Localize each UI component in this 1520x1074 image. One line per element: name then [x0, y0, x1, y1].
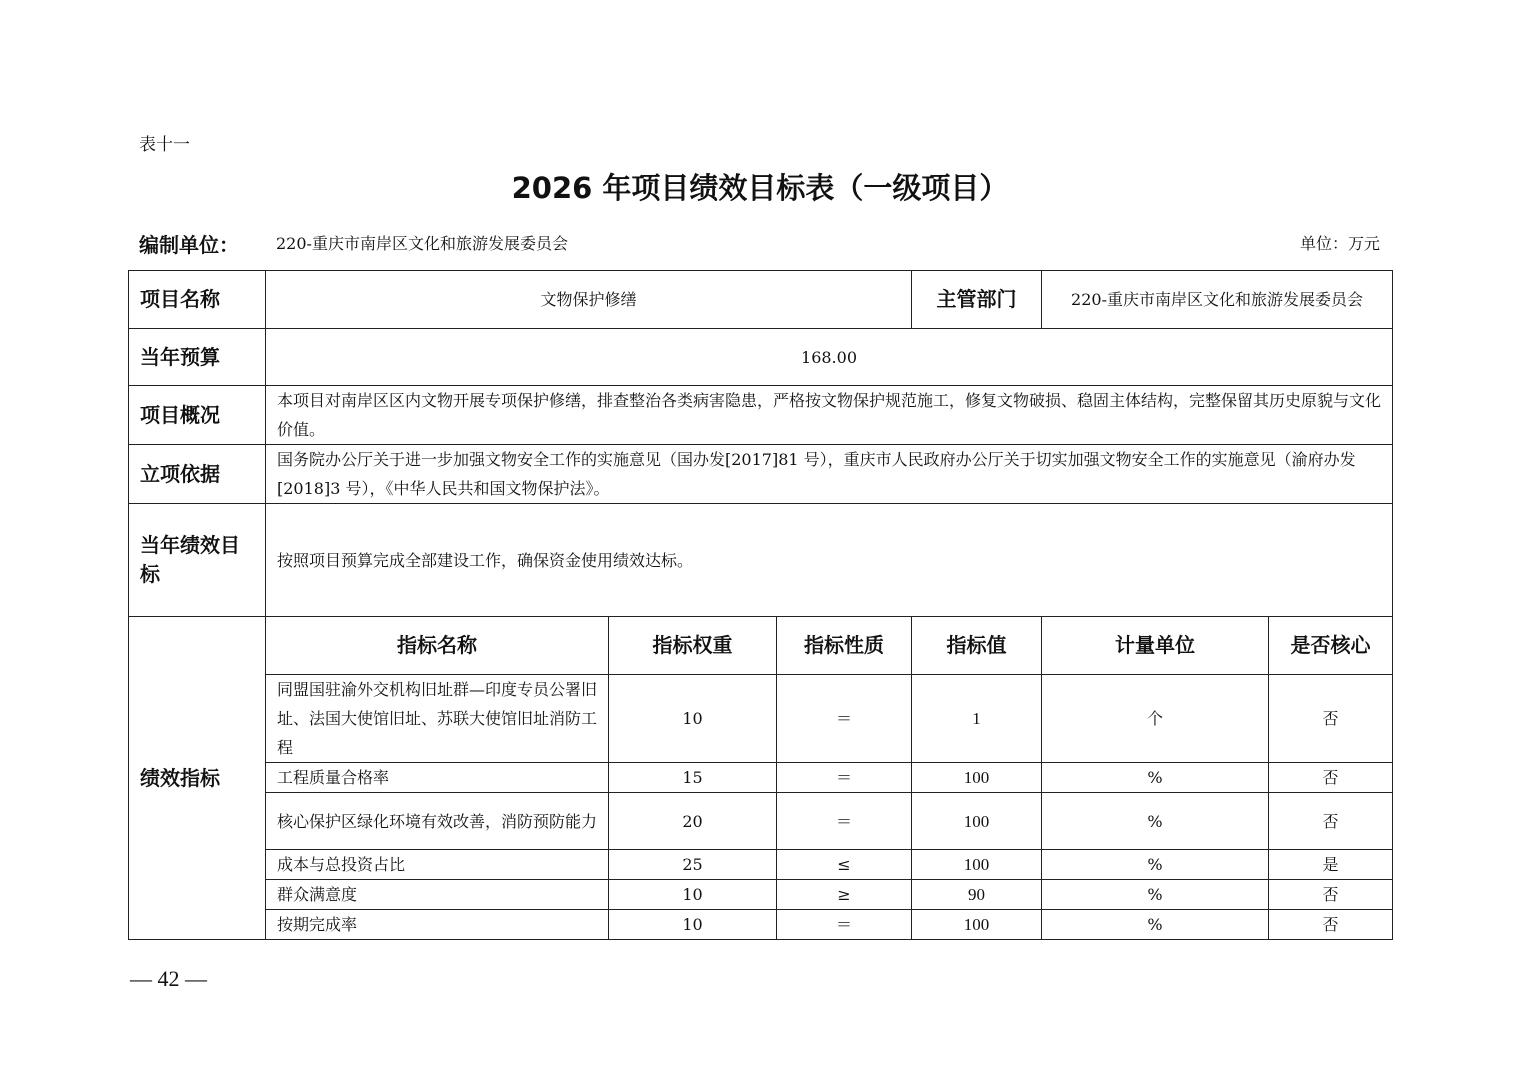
indicator-value: 100 — [912, 850, 1042, 880]
org-label: 编制单位： — [139, 233, 239, 257]
indicator-section-label: 绩效指标 — [129, 617, 266, 940]
project-name-value: 文物保护修缮 — [266, 271, 912, 329]
overview-label: 项目概况 — [129, 386, 266, 445]
indicator-name: 同盟国驻渝外交机构旧址群—印度专员公署旧址、法国大使馆旧址、苏联大使馆旧址消防工程 — [266, 675, 609, 763]
indicator-unit: % — [1042, 910, 1269, 940]
indicator-name: 按期完成率 — [266, 910, 609, 940]
indicator-weight: 10 — [609, 675, 777, 763]
budget-row — [129, 329, 1393, 386]
table-row — [129, 793, 1393, 850]
indicator-unit: % — [1042, 850, 1269, 880]
table-label: 表十一 — [139, 135, 190, 155]
basis-value: 国务院办公厅关于进一步加强文物安全工作的实施意见（国办发[2017]81 号），重庆市人民政府办公厅关于切实加强文物安全工作的实施意见（渝府办发[2018]3 号），《中华人民共和国文物保护法》。 — [266, 445, 1393, 504]
indicator-name: 群众满意度 — [266, 880, 609, 910]
dept-label: 主管部门 — [912, 271, 1042, 329]
org-value: 220-重庆市南岸区文化和旅游发展委员会 — [276, 234, 568, 253]
indicator-unit: % — [1042, 763, 1269, 793]
indicator-weight: 10 — [609, 880, 777, 910]
project-name-label: 项目名称 — [129, 271, 266, 329]
goal-row — [129, 504, 1393, 617]
indicator-nature: ＝ — [777, 910, 912, 940]
indicator-value: 1 — [912, 675, 1042, 763]
indicator-weight: 20 — [609, 793, 777, 850]
indicator-name: 核心保护区绿化环境有效改善，消防预防能力 — [266, 793, 609, 850]
dept-value: 220-重庆市南岸区文化和旅游发展委员会 — [1042, 271, 1393, 329]
page-title: 2026 年项目绩效目标表（一级项目） — [511, 171, 1009, 205]
indicator-name: 成本与总投资占比 — [266, 850, 609, 880]
budget-value: 168.00 — [266, 329, 1393, 386]
indicator-weight: 15 — [609, 763, 777, 793]
indicator-header-row — [129, 617, 1393, 675]
goal-value: 按照项目预算完成全部建设工作，确保资金使用绩效达标。 — [266, 504, 1393, 617]
indicator-nature: ＝ — [777, 793, 912, 850]
indicator-unit: % — [1042, 880, 1269, 910]
indicator-nature: ＝ — [777, 675, 912, 763]
goal-label: 当年绩效目标 — [129, 504, 266, 617]
indicator-core: 否 — [1269, 793, 1393, 850]
indicator-unit: 个 — [1042, 675, 1269, 763]
header-weight: 指标权重 — [609, 617, 777, 675]
basis-row — [129, 445, 1393, 504]
indicator-value: 100 — [912, 910, 1042, 940]
indicator-weight: 25 — [609, 850, 777, 880]
indicator-nature: ＝ — [777, 763, 912, 793]
indicator-nature: ≤ — [777, 850, 912, 880]
indicator-value: 100 — [912, 793, 1042, 850]
indicator-nature: ≥ — [777, 880, 912, 910]
indicator-value: 100 — [912, 763, 1042, 793]
header-nature: 指标性质 — [777, 617, 912, 675]
basis-label: 立项依据 — [129, 445, 266, 504]
indicator-core: 是 — [1269, 850, 1393, 880]
table-row — [129, 850, 1393, 880]
overview-value: 本项目对南岸区区内文物开展专项保护修缮，排查整治各类病害隐患，严格按文物保护规范施工，修复文物破损、稳固主体结构，完整保留其历史原貌与文化价值。 — [266, 386, 1393, 445]
indicator-value: 90 — [912, 880, 1042, 910]
table-row — [129, 675, 1393, 763]
table-row — [129, 880, 1393, 910]
indicator-unit: % — [1042, 793, 1269, 850]
indicator-core: 否 — [1269, 910, 1393, 940]
indicator-weight: 10 — [609, 910, 777, 940]
indicator-core: 否 — [1269, 675, 1393, 763]
header-indicator-name: 指标名称 — [266, 617, 609, 675]
header-core: 是否核心 — [1269, 617, 1393, 675]
project-name-row — [129, 271, 1393, 329]
indicator-core: 否 — [1269, 880, 1393, 910]
indicator-core: 否 — [1269, 763, 1393, 793]
table-row — [129, 763, 1393, 793]
budget-label: 当年预算 — [129, 329, 266, 386]
overview-row — [129, 386, 1393, 445]
unit-note: 单位：万元 — [1299, 234, 1380, 253]
header-value: 指标值 — [912, 617, 1042, 675]
header-unit: 计量单位 — [1042, 617, 1269, 675]
table-row — [129, 910, 1393, 940]
page-number: — 42 — — [130, 966, 207, 991]
indicator-name: 工程质量合格率 — [266, 763, 609, 793]
performance-table — [128, 270, 1393, 940]
